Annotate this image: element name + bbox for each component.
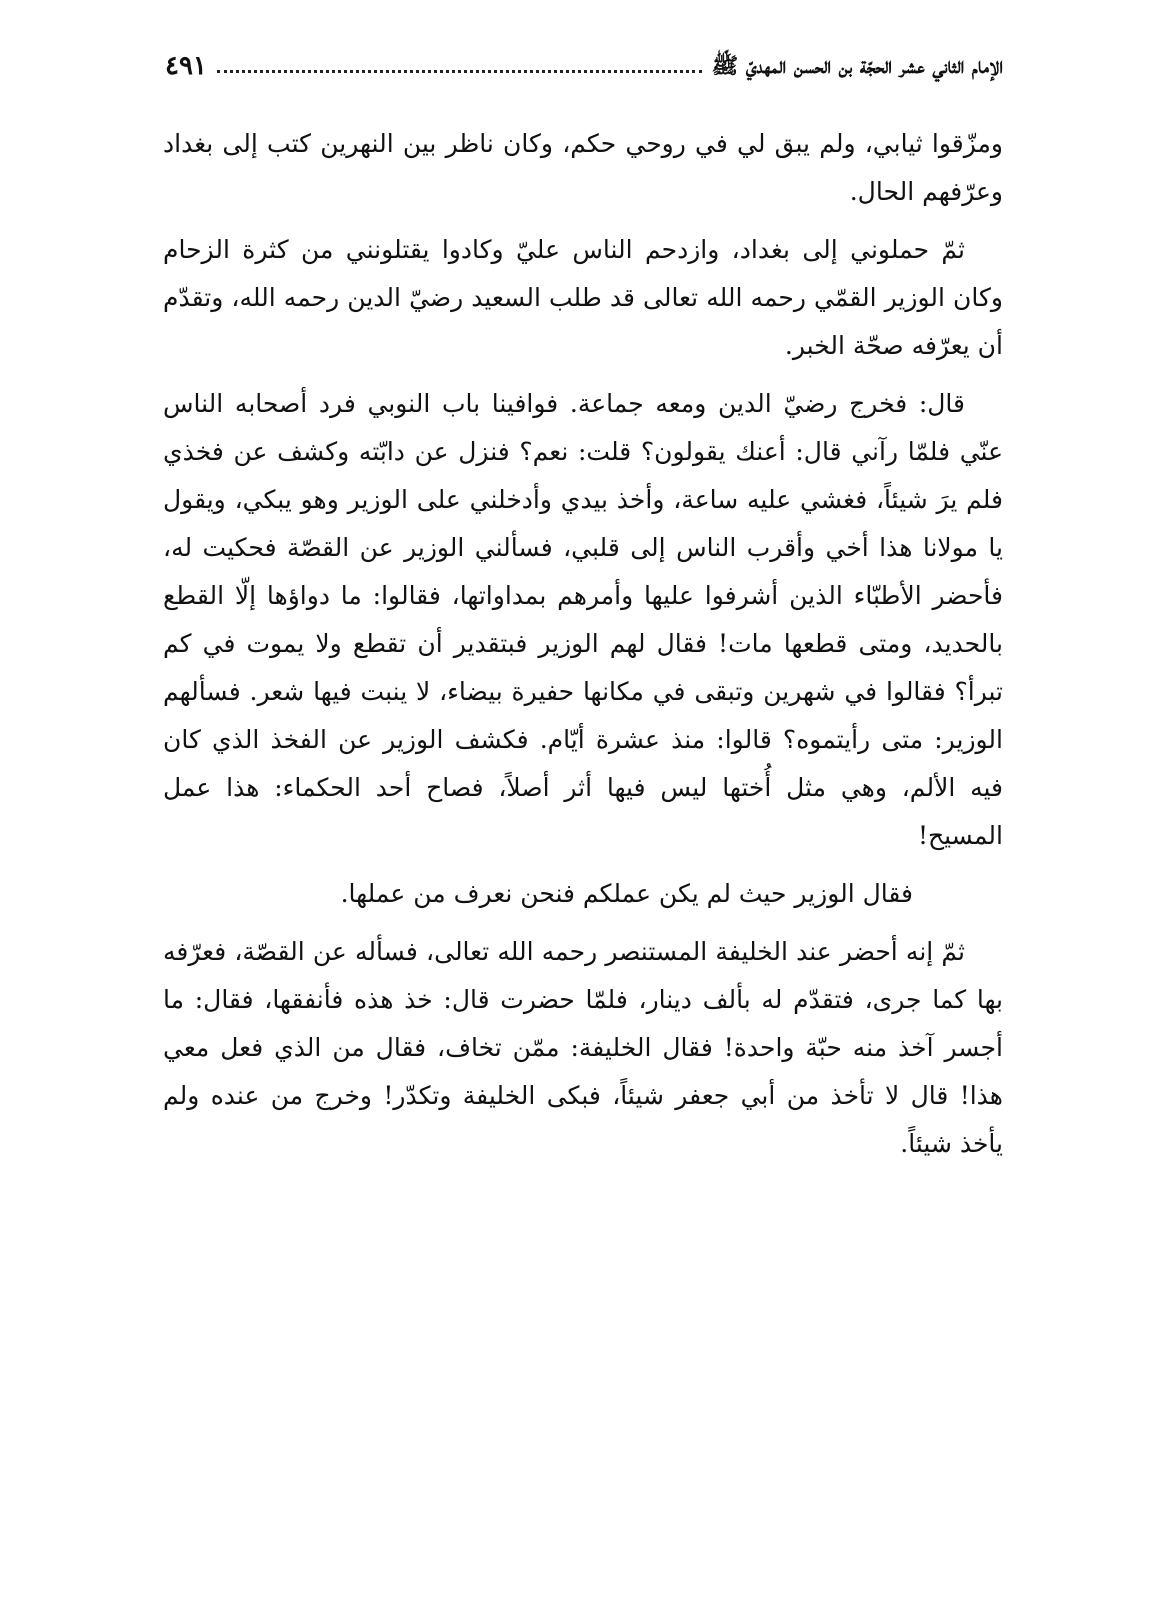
body-text [163,120,1003,1178]
paragraph: قال: فخرج رضيّ الدين ومعه جماعة. فوافينا باب النوبي فرد أصحابه الناس عنّي فلمّا رآني قال: أعنك يقولون؟ قلت: نعم؟ فنزل عن دابّته وكشف عن فخذي فلم يرَ شيئاً، فغشي عليه ساعة، وأخذ بيدي وأدخلني على الوزير وهو يبكي، ويقول يا مولانا هذا أخي وأقرب الناس إلى قلبي، فسألني الوزير عن القصّة فحكيت له، فأحضر الأطبّاء الذين أشرفوا عليها وأمرهم بمداواتها، فقالوا: ما دواؤها إلّا القطع بالحديد، ومتى قطعها مات! فقال لهم الوزير فبتقدير أن تقطع ولا يموت في كم تبرأ؟ فقالوا في شهرين وتبقى في مكانها حفيرة بيضاء، لا ينبت فيها شعر. فسألهم الوزير: متى رأيتموه؟ قالوا: منذ عشرة أيّام. فكشف الوزير عن الفخذ الذي كان فيه الألم، وهي مثل أُختها ليس فيها أثر أصلاً، فصاح أحد الحكماء: هذا عمل المسيح! [163,389,1003,850]
paragraph: فقال الوزير حيث لم يكن عملكم فنحن نعرف من عملها. [340,879,913,908]
running-head [165,42,1003,82]
running-head-title: الإمام الثاني عشر الحجّة بن الحسن المهديّ ﷺ [711,53,1003,79]
page-number: ٤٩١ [165,51,207,81]
paragraph: ومزّقوا ثيابي، ولم يبق لي في روحي حكم، وكان ناظر بين النهرين كتب إلى بغداد وعرّفهم الحال. [163,129,1003,206]
dotted-leader [217,70,702,73]
paragraph: ثمّ حملوني إلى بغداد، وازدحم الناس عليّ وكادوا يقتلونني من كثرة الزحام وكان الوزير القمّي رحمه الله تعالى قد طلب السعيد رضيّ الدين رحمه الله، وتقدّم أن يعرّفه صحّة الخبر. [163,235,1003,360]
paragraph: ثمّ إنه أحضر عند الخليفة المستنصر رحمه الله تعالى، فسأله عن القصّة، فعرّفه بها كما جرى، فتقدّم له بألف دينار، فلمّا حضرت قال: خذ هذه فأنفقها، فقال: ما أجسر آخذ منه حبّة واحدة! فقال الخليفة: ممّن تخاف، فقال من الذي فعل معي هذا! قال لا تأخذ من أبي جعفر شيئاً، فبكى الخليفة وتكدّر! وخرج من عنده ولم يأخذ شيئاً. [163,937,1003,1158]
